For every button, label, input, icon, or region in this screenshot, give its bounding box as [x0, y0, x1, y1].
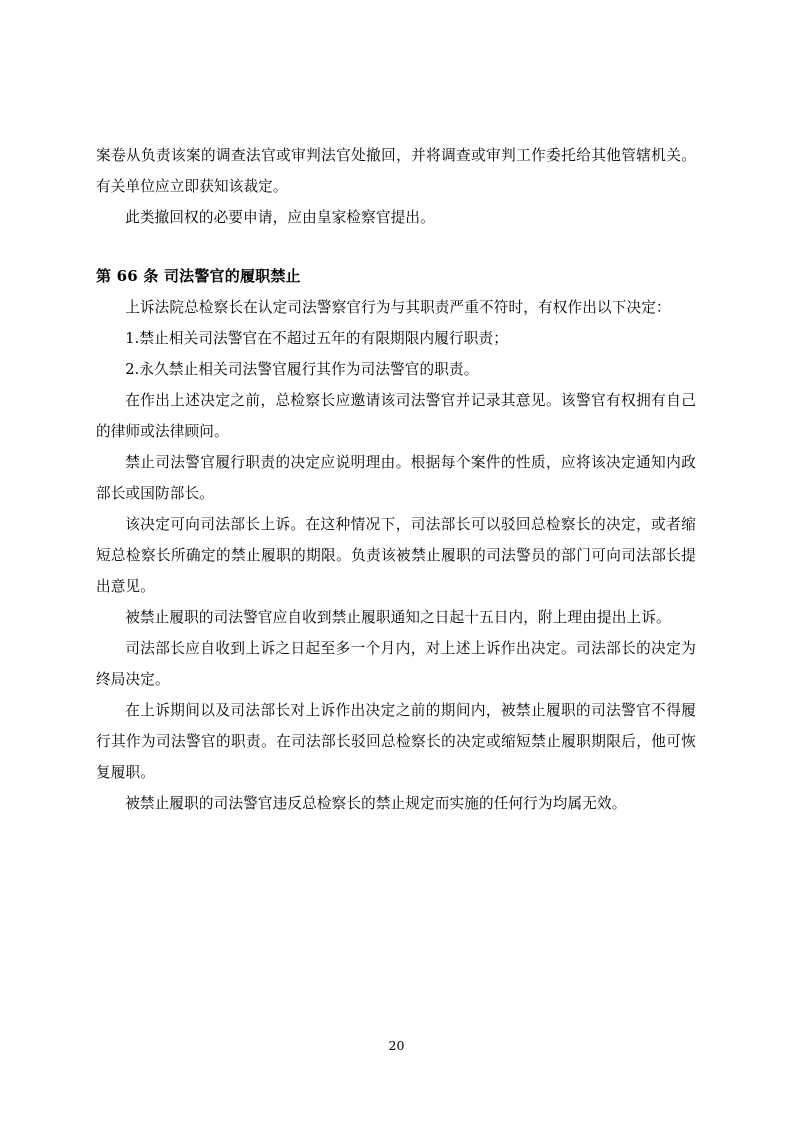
page-number: 20 [388, 1038, 405, 1053]
paragraph: 案卷从负责该案的调查法官或审判法官处撤回，并将调查或审判工作委托给其他管辖机关。有关单位应立即获知该裁定。 [96, 147, 696, 195]
document-body [96, 140, 696, 819]
section-spacer [96, 233, 696, 261]
paragraph: 此类撤回权的必要申请，应由皇家检察官提出。 [125, 209, 435, 226]
paragraph: 被禁止履职的司法警官违反总检察长的禁止规定而实施的任何行为均属无效。 [125, 795, 627, 812]
paragraph: 上诉法院总检察长在认定司法警察官行为与其职责严重不符时，有权作出以下决定： [125, 299, 671, 316]
paragraph: 禁止司法警官履行职责的决定应说明理由。根据每个案件的性质，应将该决定通知内政部长或国防部长。 [96, 454, 696, 502]
paragraph: 在上诉期间以及司法部长对上诉作出决定之前的期间内，被禁止履职的司法警官不得履行其作为司法警官的职责。在司法部长驳回总检察长的决定或缩短禁止履职期限后，他可恢复履职。 [96, 702, 696, 781]
list-item: 2.永久禁止相关司法警官履行其作为司法警官的职责。 [125, 361, 479, 378]
section-heading: 第 66 条 司法警官的履职禁止 [96, 267, 301, 285]
paragraph: 该决定可向司法部长上诉。在这种情况下，司法部长可以驳回总检察长的决定，或者缩短总检察长所确定的禁止履职的期限。负责该被禁止履职的司法警员的部门可向司法部长提出意见。 [96, 516, 696, 595]
list-item: 1.禁止相关司法警官在不超过五年的有限期限内履行职责； [125, 330, 509, 347]
paragraph: 在作出上述决定之前，总检察长应邀请该司法警官并记录其意见。该警官有权拥有自己的律师或法律顾问。 [96, 392, 696, 440]
paragraph: 司法部长应自收到上诉之日起至多一个月内，对上述上诉作出决定。司法部长的决定为终局决定。 [96, 640, 696, 688]
paragraph: 被禁止履职的司法警官应自收到禁止履职通知之日起十五日内，附上理由提出上诉。 [125, 609, 671, 626]
